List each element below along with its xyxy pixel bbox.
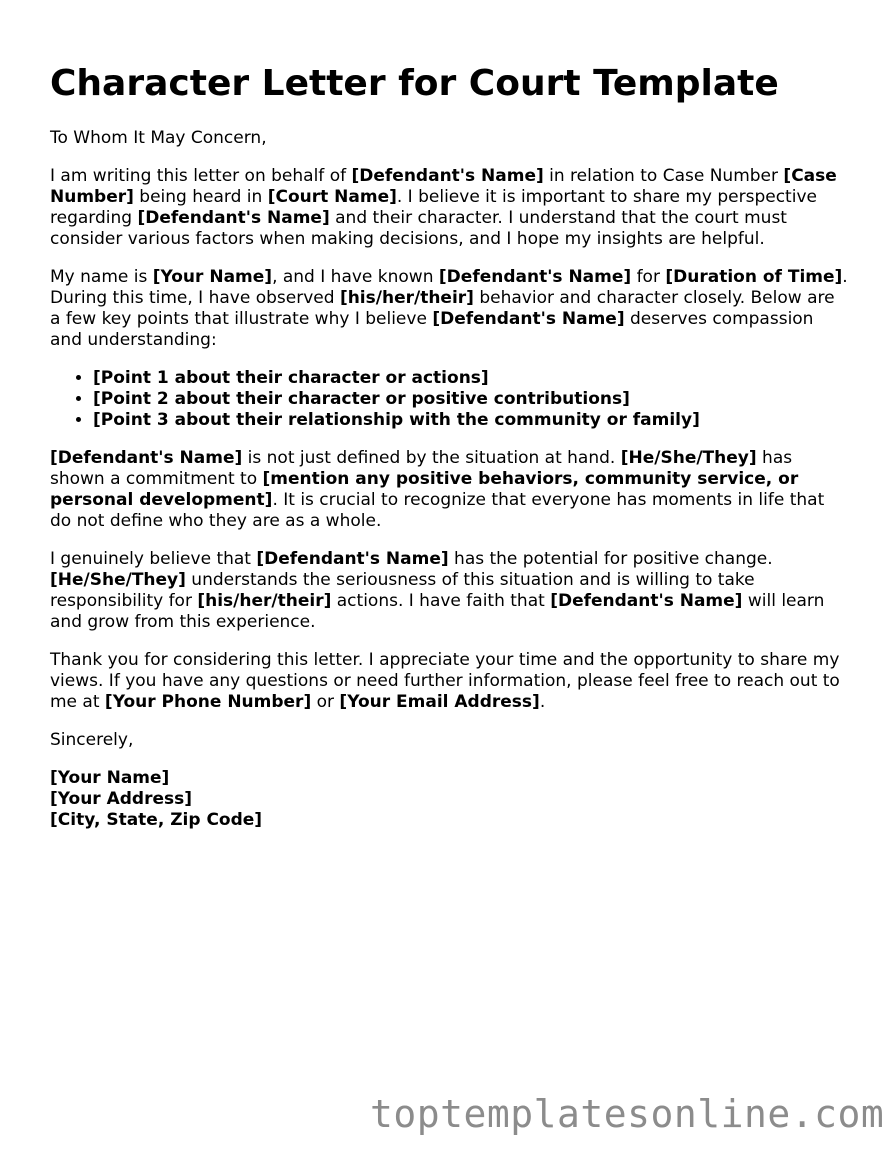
paragraph-thanks: [50, 650, 850, 713]
text: in relation to Case Number: [543, 166, 784, 186]
key-points-list: [50, 368, 850, 431]
placeholder: [Defendant's Name]: [432, 309, 625, 329]
closing: Sincerely,: [50, 730, 134, 750]
paragraph-relationship: [50, 267, 850, 351]
text: .: [539, 692, 546, 712]
text: . I believe it is important to share my perspective regarding: [50, 187, 817, 228]
text: . It is crucial to recognize that everyone has moments in life that do not define who they are as a whole.: [50, 490, 825, 531]
placeholder: [his/her/their]: [339, 288, 474, 308]
placeholder: [Duration of Time]: [665, 267, 843, 287]
text: has shown a commitment to: [50, 448, 793, 489]
text: Thank you for considering this letter. I appreciate your time and the opportunity to share my views. If you have any questions or need further information, please feel free to reach out to me at: [50, 650, 840, 712]
placeholder: [He/She/They]: [620, 448, 757, 468]
text: being heard in: [133, 187, 268, 207]
placeholder: [Point 3 about their relationship with the community or family]: [93, 410, 700, 430]
paragraph-commitment: [50, 448, 850, 532]
placeholder: [his/her/their]: [197, 591, 332, 611]
text: actions. I have faith that: [331, 591, 551, 611]
list-item: [93, 368, 850, 389]
signature-name: [Your Name]: [50, 768, 170, 788]
paragraph-intro: [50, 166, 850, 250]
signature-block: [50, 768, 850, 831]
text: I am writing this letter on behalf of: [50, 166, 352, 186]
list-item: [93, 410, 850, 431]
placeholder: [Case Number]: [50, 166, 837, 207]
text: for: [631, 267, 666, 287]
placeholder: [Your Email Address]: [339, 692, 540, 712]
paragraph-belief: [50, 549, 850, 633]
text: is not just defined by the situation at hand.: [242, 448, 621, 468]
text: understands the seriousness of this situation and is willing to take responsibility for: [50, 570, 755, 611]
placeholder: [Your Name]: [152, 267, 273, 287]
text: . During this time, I have observed: [50, 267, 848, 308]
text: , and I have known: [272, 267, 439, 287]
signature-address: [Your Address]: [50, 789, 193, 809]
placeholder: [Court Name]: [267, 187, 397, 207]
text: My name is: [50, 267, 153, 287]
text: will learn and grow from this experience.: [50, 591, 825, 632]
placeholder: [mention any positive behaviors, community service, or personal development]: [50, 469, 799, 510]
page-title: Character Letter for Court Template: [50, 63, 779, 104]
placeholder: [Point 2 about their character or positive contributions]: [93, 389, 630, 409]
placeholder: [Defendant's Name]: [256, 549, 449, 569]
placeholder: [Defendant's Name]: [50, 448, 243, 468]
text: I genuinely believe that: [50, 549, 257, 569]
salutation: To Whom It May Concern,: [50, 128, 267, 148]
signature-city: [City, State, Zip Code]: [50, 810, 263, 830]
text: and their character. I understand that the court must consider various factors when making decisions, and I hope my insights are helpful.: [50, 208, 787, 249]
placeholder: [He/She/They]: [50, 570, 186, 590]
letter-document: [50, 62, 850, 831]
text: or: [311, 692, 340, 712]
placeholder: [Defendant's Name]: [438, 267, 632, 287]
placeholder: [Defendant's Name]: [351, 166, 544, 186]
text: behavior and character closely. Below are a few key points that illustrate why I believe: [50, 288, 835, 329]
text: has the potential for positive change.: [448, 549, 773, 569]
placeholder: [Your Phone Number]: [104, 692, 312, 712]
placeholder: [Defendant's Name]: [550, 591, 743, 611]
placeholder: [Point 1 about their character or actions]: [93, 368, 489, 388]
placeholder: [Defendant's Name]: [137, 208, 330, 228]
text: deserves compassion and understanding:: [50, 309, 814, 350]
list-item: [93, 389, 850, 410]
watermark: toptemplatesonline.com: [370, 1092, 885, 1136]
